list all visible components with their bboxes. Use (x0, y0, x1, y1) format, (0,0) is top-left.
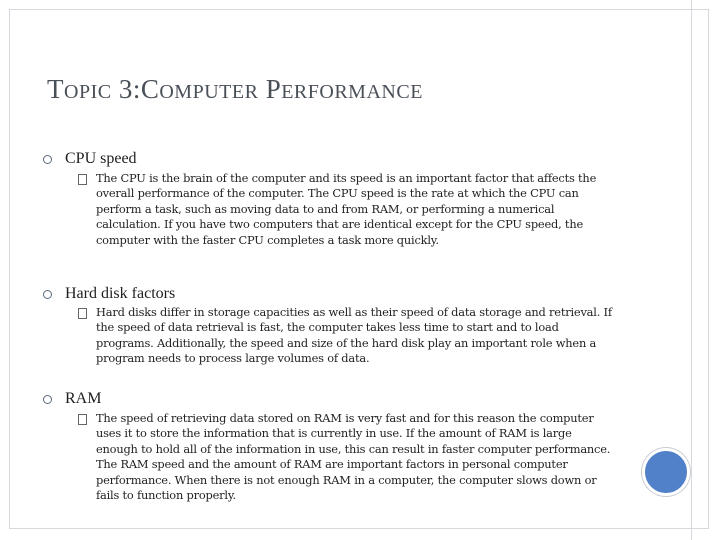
section-paragraph: The CPU is the brain of the computer and its speed is an important factor that affects the overall performance of the computer. The CPU speed is the rate at which the CPU can perform a task, such as moving data to and from RAM, or performing a numerical calculation. If you have two computers that are identical except for the CPU speed, the computer with the faster CPU completes a task more quickly. (96, 171, 597, 247)
box-bullet-icon (78, 174, 87, 185)
section-hard-disk-body (78, 305, 613, 367)
section-hard-disk (43, 285, 175, 303)
slide-divider-line (691, 0, 692, 540)
title-rest-1: OPIC (64, 81, 112, 103)
section-cpu-speed (43, 150, 137, 168)
ring-bullet-icon (43, 290, 52, 299)
title-rest-2: OMPUTER (159, 81, 259, 103)
box-bullet-icon (78, 308, 87, 319)
section-ram (43, 390, 101, 408)
ring-bullet-icon (43, 155, 52, 164)
section-heading: Hard disk factors (65, 285, 176, 302)
ring-bullet-icon (43, 395, 52, 404)
box-bullet-icon (78, 414, 87, 425)
section-paragraph: The speed of retrieving data stored on RAM is very fast and for this reason the computer uses it to store the information that is currently in use. If the amount of RAM is large enough to hold all of the information in use, this can result in faster computer performance. The RAM speed and the amount of RAM are important factors in personal computer performance. When there is not enough RAM in a computer, the computer slows down or fails to function properly. (96, 411, 611, 503)
section-cpu-body (78, 171, 613, 248)
title-initial-2: C (140, 74, 160, 104)
title-initial-1: T (47, 74, 64, 104)
section-paragraph: Hard disks differ in storage capacities as well as their speed of data storage and retrieval. If the speed of data retrieval is fast, the computer takes less time to start and to load programs. Additionally, the speed and size of the hard disk play an important role when a program needs to process large volumes of data. (96, 305, 612, 366)
title-number: 3: (111, 74, 141, 104)
section-heading: RAM (65, 390, 102, 407)
title-rest-3: ERFORMANCE (281, 81, 423, 103)
slide-title (47, 74, 423, 105)
section-ram-body (78, 411, 613, 503)
title-initial-3: P (258, 74, 282, 104)
section-heading: CPU speed (65, 150, 137, 167)
decorative-circle-icon (642, 448, 690, 496)
